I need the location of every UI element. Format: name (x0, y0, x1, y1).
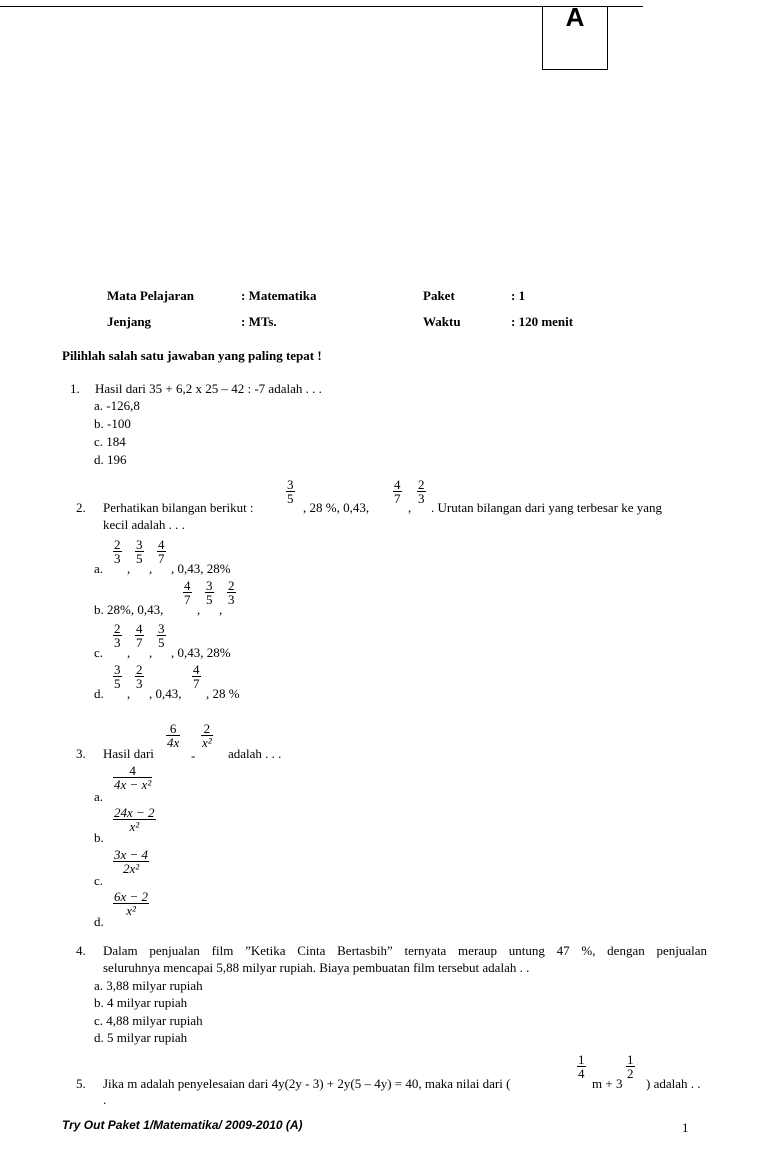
package-letter: A (565, 2, 585, 32)
q3-option-b-frac: $\frac{24x - 2}{\text{x²}}$ (114, 805, 155, 834)
q5-dot: . (103, 1092, 107, 1107)
q4-option-b: b. 4 milyar rupiah (94, 995, 188, 1010)
q2-a-frac-4-7: $\frac{4}{7}$ (158, 537, 165, 566)
q2-comma: , (408, 500, 412, 515)
q5-text-mid: m + 3 (592, 1076, 623, 1091)
q2-a-frac-2-3: $\frac{2}{3}$ (114, 537, 121, 566)
q5-text-start: Jika m adalah penyelesaian dari 4y(2y - 3) + 2y(5 – 4y) = 40, maka nilai dari ( (103, 1076, 511, 1091)
q2-d-frac-4-7: $\frac{4}{7}$ (193, 662, 200, 691)
q2-b-frac-4-7: $\frac{4}{7}$ (184, 578, 191, 607)
q2-number: 2. (76, 500, 86, 515)
q2-option-d-tail: , 28 % (206, 686, 240, 701)
level-value: : MTs. (241, 314, 277, 329)
q3-option-c-label: c. (94, 873, 104, 888)
q3-option-c-frac: $\frac{3x - 4}{\text{2x²}}$ (114, 847, 149, 876)
q2-option-a-tail: , 0,43, 28% (171, 561, 231, 576)
subject-value: : Matematika (241, 288, 317, 303)
q2-d-frac-2-3: $\frac{2}{3}$ (136, 662, 143, 691)
q4-option-c: c. 4,88 milyar rupiah (94, 1013, 203, 1028)
q2-option-b-label: b. 28%, 0,43, (94, 602, 164, 617)
q3-frac-6-4x: $\frac{6}{4x}$ (167, 721, 180, 750)
q2-c-frac-2-3: $\frac{2}{3}$ (114, 621, 121, 650)
q2-b-frac-3-5: $\frac{3}{5}$ (206, 578, 213, 607)
q2-option-d-mid: , 0,43, (149, 686, 182, 701)
q1-option-b: b. -100 (94, 416, 131, 431)
q1-option-d: d. 196 (94, 452, 127, 467)
q2-option-d-label: d. (94, 686, 104, 701)
q3-option-a-label: a. (94, 789, 104, 804)
q5-frac-1-2: $\frac{1}{2}$ (627, 1052, 634, 1081)
q2-text-mid: , 28 %, 0,43, (303, 500, 370, 515)
q1-option-c: c. 184 (94, 434, 126, 449)
q2-frac-3-5: $\frac{3}{5}$ (287, 477, 294, 506)
q2-text-line2: kecil adalah . . . (103, 517, 185, 532)
q3-minus: - (191, 748, 196, 763)
q2-option-a-label: a. (94, 561, 104, 576)
instruction: Pilihlah salah satu jawaban yang paling tepat ! (62, 348, 322, 363)
q3-number: 3. (76, 746, 86, 761)
q3-frac-2-x2: $\frac{2}{\text{x²}}$ (202, 721, 212, 750)
package-value: : 1 (511, 288, 526, 303)
q5-number: 5. (76, 1076, 86, 1091)
q1-text: Hasil dari 35 + 6,2 x 25 – 42 : -7 adalah . . . (95, 381, 322, 396)
q2-text-end: . Urutan bilangan dari yang terbesar ke yang (431, 500, 663, 515)
q2-c-frac-4-7: $\frac{4}{7}$ (136, 621, 143, 650)
q2-c-frac-3-5: $\frac{3}{5}$ (158, 621, 165, 650)
q1-number: 1. (70, 381, 80, 396)
time-value: : 120 menit (511, 314, 574, 329)
level-label: Jenjang (107, 314, 152, 329)
time-label: Waktu (423, 314, 461, 329)
footer-label: Try Out Paket 1/Matematika/ 2009-2010 (A) (62, 1118, 303, 1132)
q5-frac-1-4: $\frac{1}{4}$ (578, 1052, 585, 1081)
q4-option-a: a. 3,88 milyar rupiah (94, 978, 203, 993)
q2-a-frac-3-5: $\frac{3}{5}$ (136, 537, 143, 566)
q3-option-b-label: b. (94, 830, 104, 845)
q3-option-d-frac: $\frac{6x - 2}{\text{x²}}$ (114, 889, 149, 918)
q3-option-a-frac: $\frac{4}{\text{4x − x²}}$ (114, 763, 152, 792)
q2-option-c-tail: , 0,43, 28% (171, 645, 231, 660)
q2-b-frac-2-3: $\frac{2}{3}$ (228, 578, 235, 607)
q4-line2: seluruhnya mencapai 5,88 milyar rupiah. Biaya pembuatan film tersebut adalah . . (103, 960, 530, 975)
q2-option-c-label: c. (94, 645, 104, 660)
subject-label: Mata Pelajaran (107, 288, 195, 303)
q3-option-d-label: d. (94, 914, 104, 929)
q4-option-d: d. 5 milyar rupiah (94, 1030, 188, 1045)
package-label: Paket (423, 288, 455, 303)
package-letter-box (542, 2, 608, 70)
q5-text-end: ) adalah . . (646, 1076, 701, 1091)
q3-text-end: adalah . . . (228, 746, 282, 761)
q3-text-start: Hasil dari (103, 746, 154, 761)
q2-frac-4-7: $\frac{4}{7}$ (394, 477, 401, 506)
q4-line1: Dalam penjualan film ”Ketika Cinta Bertasbih” ternyata meraup untung 47 %, dengan penjualan (103, 943, 707, 958)
q2-d-frac-3-5: $\frac{3}{5}$ (114, 662, 121, 691)
page-number: 1 (682, 1120, 689, 1135)
q1-option-a: a. -126,8 (94, 398, 140, 413)
q2-text-start: Perhatikan bilangan berikut : (103, 500, 254, 515)
q2-frac-2-3: $\frac{2}{3}$ (418, 477, 425, 506)
q4-number: 4. (76, 943, 86, 958)
